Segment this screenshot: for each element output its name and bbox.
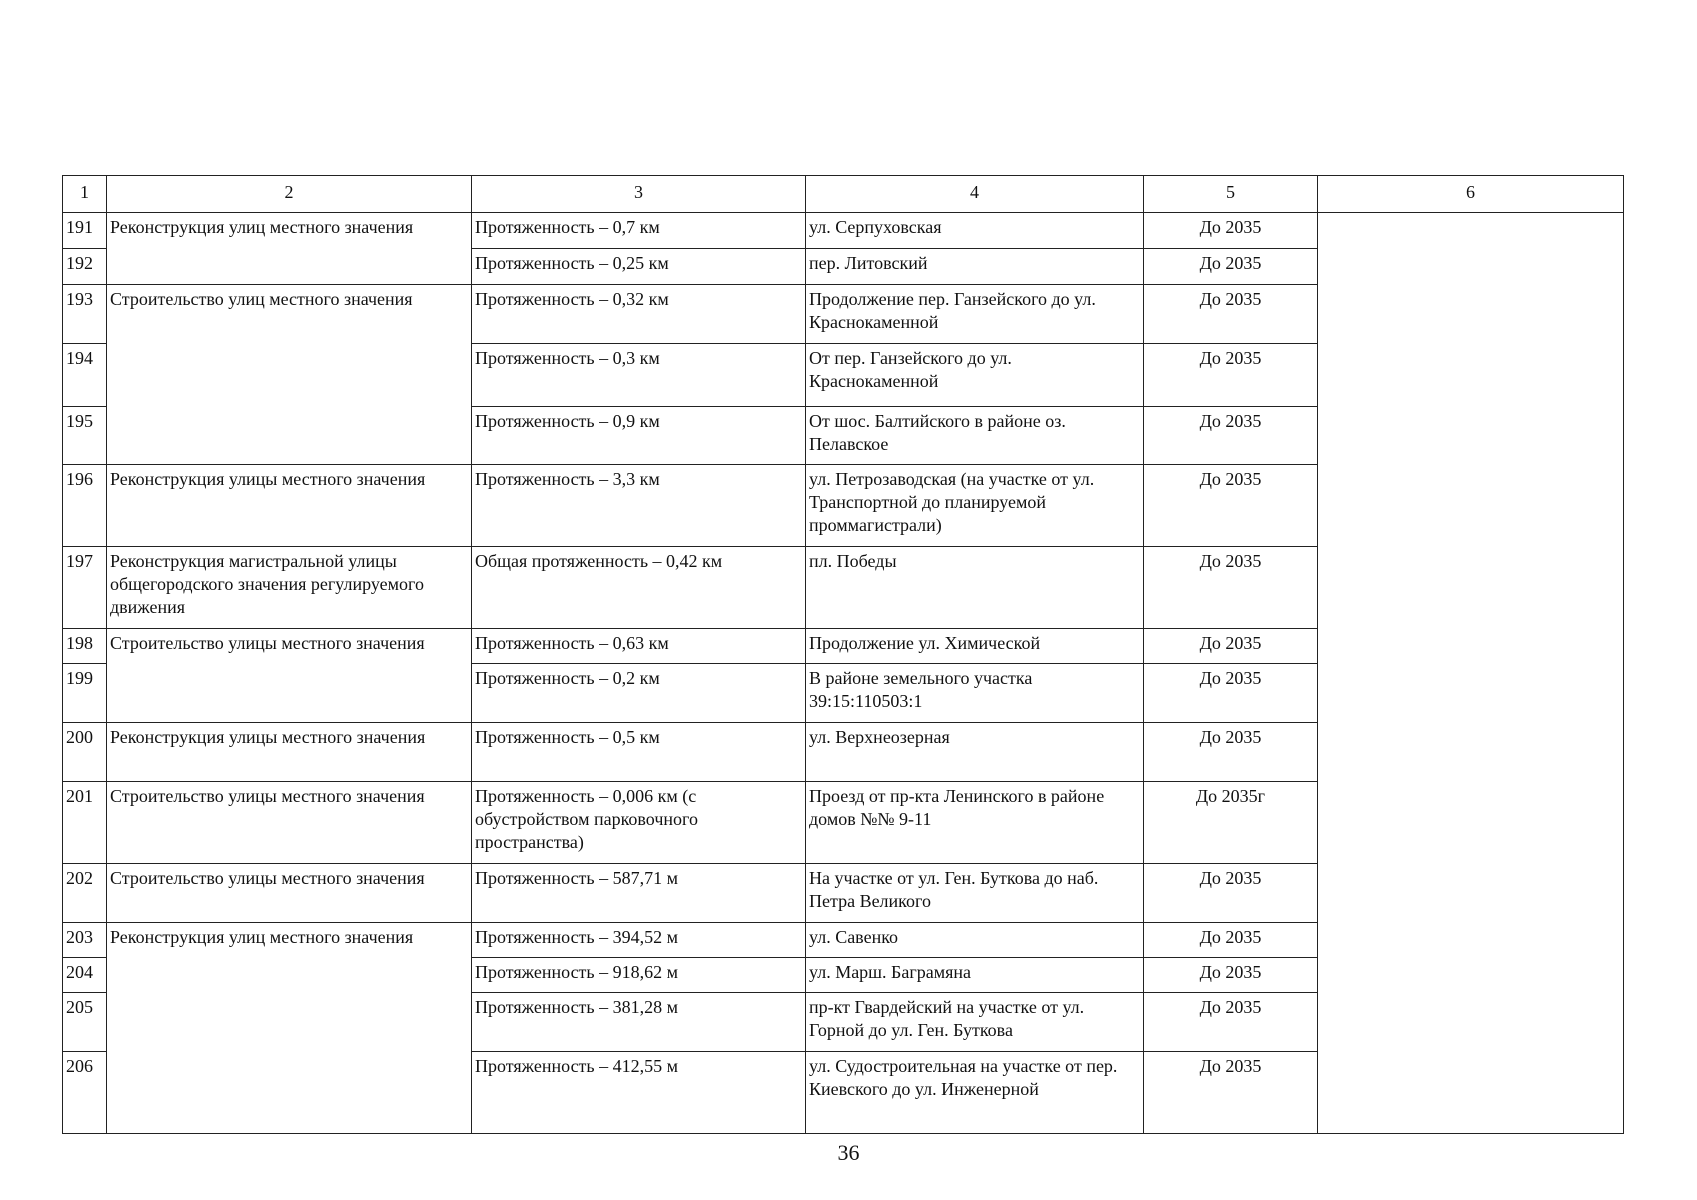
length-cell: Протяженность – 0,2 км (472, 664, 806, 723)
term-cell: До 2035 (1144, 213, 1318, 249)
length-cell: Протяженность – 412,55 м (472, 1052, 806, 1134)
column-number-6: 6 (1318, 176, 1624, 213)
length-cell: Протяженность – 0,7 км (472, 213, 806, 249)
length-cell: Общая протяженность – 0,42 км (472, 547, 806, 629)
location-cell: ул. Савенко (806, 923, 1144, 958)
row-number: 200 (63, 723, 107, 782)
row-number: 191 (63, 213, 107, 249)
term-cell: До 2035 (1144, 547, 1318, 629)
location-cell: ул. Серпуховская (806, 213, 1144, 249)
column-number-3: 3 (472, 176, 806, 213)
measure-cell: Строительство улицы местного значения (107, 629, 472, 723)
location-cell: На участке от ул. Ген. Буткова до наб. Петра Великого (806, 864, 1144, 923)
column-number-4: 4 (806, 176, 1144, 213)
length-cell: Протяженность – 587,71 м (472, 864, 806, 923)
length-cell: Протяженность – 0,63 км (472, 629, 806, 664)
location-cell: пер. Литовский (806, 249, 1144, 285)
measure-cell: Строительство улицы местного значения (107, 864, 472, 923)
row-number: 203 (63, 923, 107, 958)
table-row (63, 213, 1624, 249)
table-header-row (63, 176, 1624, 213)
measure-cell: Реконструкция улицы местного значения (107, 723, 472, 782)
location-cell: Проезд от пр-кта Ленинского в районе домов №№ 9-11 (806, 782, 1144, 864)
term-cell: До 2035 (1144, 1052, 1318, 1134)
length-cell: Протяженность – 0,32 км (472, 285, 806, 344)
term-cell: До 2035 (1144, 407, 1318, 465)
location-cell: ул. Петрозаводская (на участке от ул. Транспортной до планируемой проммагистрали) (806, 465, 1144, 547)
row-number: 204 (63, 958, 107, 993)
row-number: 194 (63, 344, 107, 407)
term-cell: До 2035 (1144, 629, 1318, 664)
term-cell: До 2035 (1144, 465, 1318, 547)
term-cell: До 2035 (1144, 664, 1318, 723)
term-cell: До 2035 (1144, 923, 1318, 958)
term-cell: До 2035 (1144, 249, 1318, 285)
measures-table (62, 175, 1624, 1134)
column-number-2: 2 (107, 176, 472, 213)
location-cell: пл. Победы (806, 547, 1144, 629)
location-cell: ул. Марш. Баграмяна (806, 958, 1144, 993)
location-cell: Продолжение ул. Химической (806, 629, 1144, 664)
location-cell: пр-кт Гвардейский на участке от ул. Горной до ул. Ген. Буткова (806, 993, 1144, 1052)
length-cell: Протяженность – 394,52 м (472, 923, 806, 958)
length-cell: Протяженность – 918,62 м (472, 958, 806, 993)
term-cell: До 2035 (1144, 344, 1318, 407)
measure-cell: Реконструкция улицы местного значения (107, 465, 472, 547)
term-cell: До 2035 (1144, 958, 1318, 993)
measure-cell: Реконструкция улиц местного значения (107, 213, 472, 285)
measure-cell: Строительство улиц местного значения (107, 285, 472, 465)
row-number: 206 (63, 1052, 107, 1134)
column-number-1: 1 (63, 176, 107, 213)
column-6-cell (1318, 213, 1624, 1134)
location-cell: От пер. Ганзейского до ул. Краснокаменной (806, 344, 1144, 407)
measure-cell: Строительство улицы местного значения (107, 782, 472, 864)
row-number: 199 (63, 664, 107, 723)
length-cell: Протяженность – 3,3 км (472, 465, 806, 547)
term-cell: До 2035 (1144, 723, 1318, 782)
row-number: 192 (63, 249, 107, 285)
row-number: 202 (63, 864, 107, 923)
location-cell: ул. Судостроительная на участке от пер. Киевского до ул. Инженерной (806, 1052, 1144, 1134)
page-number: 36 (837, 1140, 860, 1165)
location-cell: В районе земельного участка 39:15:110503:1 (806, 664, 1144, 723)
row-number: 193 (63, 285, 107, 344)
row-number: 205 (63, 993, 107, 1052)
row-number: 195 (63, 407, 107, 465)
length-cell: Протяженность – 0,25 км (472, 249, 806, 285)
length-cell: Протяженность – 0,006 км (с обустройством парковочного пространства) (472, 782, 806, 864)
location-cell: Продолжение пер. Ганзейского до ул. Краснокаменной (806, 285, 1144, 344)
length-cell: Протяженность – 381,28 м (472, 993, 806, 1052)
column-number-5: 5 (1144, 176, 1318, 213)
measure-cell: Реконструкция магистральной улицы общегородского значения регулируемого движения (107, 547, 472, 629)
row-number: 197 (63, 547, 107, 629)
row-number: 201 (63, 782, 107, 864)
row-number: 196 (63, 465, 107, 547)
term-cell: До 2035 (1144, 285, 1318, 344)
length-cell: Протяженность – 0,3 км (472, 344, 806, 407)
length-cell: Протяженность – 0,5 км (472, 723, 806, 782)
measure-cell: Реконструкция улиц местного значения (107, 923, 472, 1134)
term-cell: До 2035 (1144, 993, 1318, 1052)
row-number: 198 (63, 629, 107, 664)
term-cell: До 2035 (1144, 864, 1318, 923)
term-cell: До 2035г (1144, 782, 1318, 864)
location-cell: ул. Верхнеозерная (806, 723, 1144, 782)
location-cell: От шос. Балтийского в районе оз. Пелавское (806, 407, 1144, 465)
length-cell: Протяженность – 0,9 км (472, 407, 806, 465)
